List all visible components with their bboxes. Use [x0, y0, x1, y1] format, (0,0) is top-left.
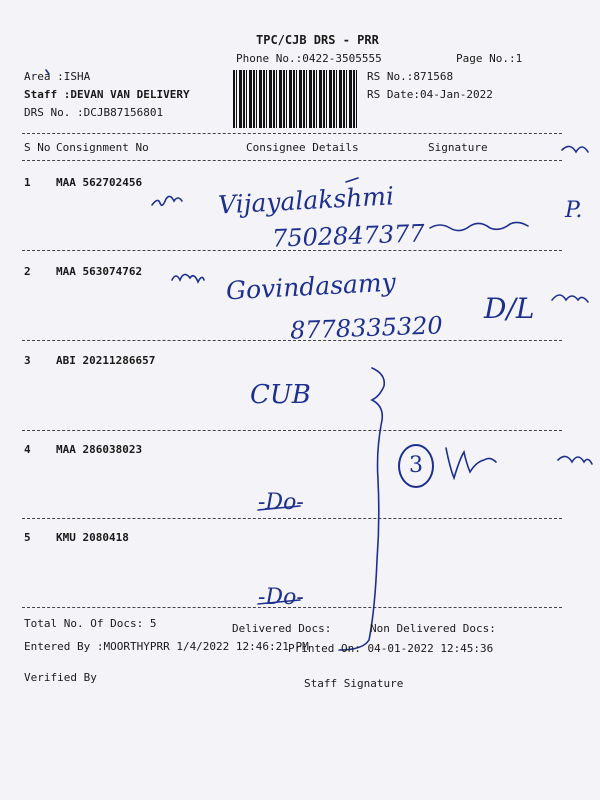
row-consignment: KMU 2080418 — [56, 531, 129, 544]
row-consignment: MAA 563074762 — [56, 265, 143, 278]
scribble-mark — [562, 146, 588, 152]
column-header-consignment: Consignment No — [56, 141, 149, 154]
handwritten-name: Govindasamy — [225, 267, 397, 306]
scribble-initials — [172, 274, 204, 282]
scribble-mark — [552, 295, 588, 302]
row-sno: 3 — [24, 354, 31, 367]
scribble-mark — [558, 456, 592, 464]
rs-number: RS No.:871568 — [367, 70, 454, 83]
handwritten-phone: 8778335320 — [289, 311, 444, 345]
phone-number: Phone No.:0422-3505555 — [236, 52, 382, 65]
entered-by: Entered By :MOORTHYPRR 1/4/2022 12:46:21 PM — [24, 640, 309, 653]
handwritten-mark: P. — [565, 198, 583, 223]
scribble-tick — [346, 178, 358, 182]
row-sno: 5 — [24, 531, 31, 544]
handwritten-delivery-mark: D/L — [484, 292, 535, 325]
area-label: Area :ISHA — [24, 70, 91, 83]
ditto-underline — [258, 600, 300, 604]
non-delivered-docs: Non Delivered Docs: — [370, 622, 496, 635]
scribble-signature — [446, 448, 496, 478]
row-consignment: ABI 20211286657 — [56, 354, 156, 367]
handwritten-ditto: -Do- — [258, 490, 304, 515]
verified-by: Verified By — [24, 671, 97, 684]
handwritten-name: Vijayalakshmi — [217, 181, 395, 220]
stray-mark — [46, 70, 49, 74]
page-number: Page No.:1 — [456, 52, 523, 65]
staff-signature: Staff Signature — [304, 677, 404, 690]
row-consignment: MAA 286038023 — [56, 443, 143, 456]
total-docs: Total No. Of Docs: 5 — [24, 617, 157, 630]
scribble-signature — [430, 222, 528, 230]
scribble-initials — [152, 196, 182, 205]
printed-on: Printed On: 04-01-2022 12:45:36 — [288, 642, 494, 655]
document-title: TPC/CJB DRS - PRR — [256, 33, 379, 47]
brace-stroke — [339, 368, 384, 650]
ditto-underline — [258, 506, 300, 510]
delivered-docs: Delivered Docs: — [232, 622, 332, 635]
row-sno: 4 — [24, 443, 31, 456]
handwritten-bank-code: CUB — [250, 380, 311, 410]
row-sno: 2 — [24, 265, 31, 278]
column-header-signature: Signature — [428, 141, 488, 154]
handwritten-phone: 7502847377 — [271, 219, 426, 253]
handwritten-ditto: -Do- — [258, 585, 304, 610]
staff-label: Staff :DEVAN VAN DELIVERY — [24, 88, 190, 101]
column-header-sno: S No — [24, 141, 51, 154]
rs-date: RS Date:04-Jan-2022 — [367, 88, 493, 101]
row-consignment: MAA 562702456 — [56, 176, 143, 189]
column-header-consignee: Consignee Details — [246, 141, 359, 154]
row-sno: 1 — [24, 176, 31, 189]
drs-number: DRS No. :DCJB87156801 — [24, 106, 164, 119]
circled-count: 3 — [398, 444, 434, 488]
